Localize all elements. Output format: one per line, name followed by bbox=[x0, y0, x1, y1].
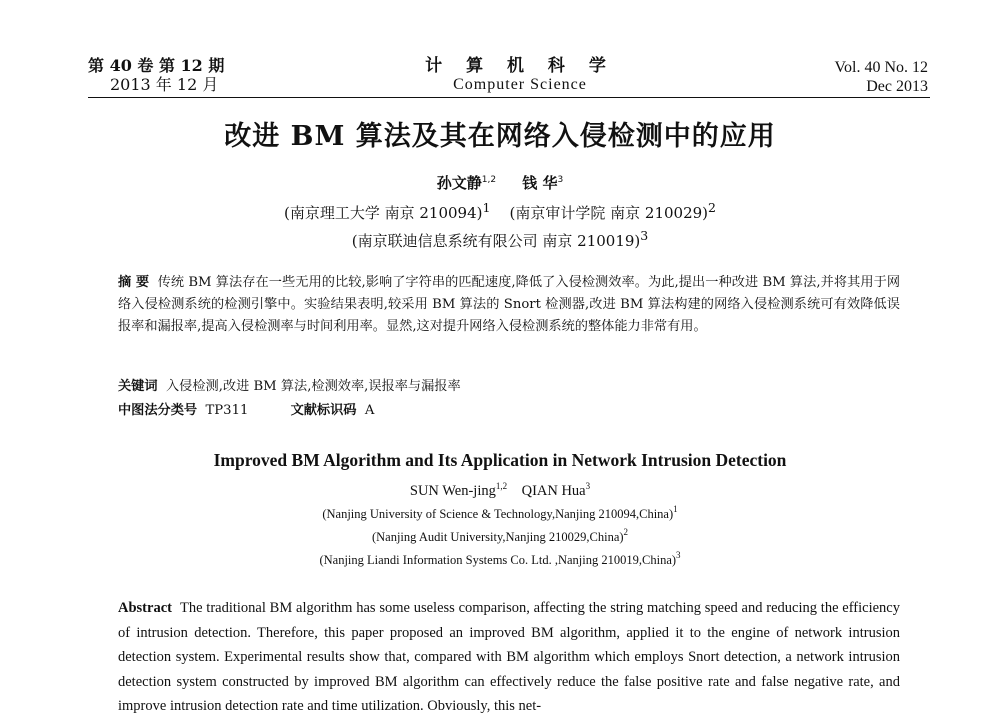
affiliation-1-cn: (南京理工大学 南京 210094) bbox=[283, 204, 483, 222]
journal-vol-block bbox=[835, 58, 929, 96]
journal-name-cn: 计 算 机 科 学 bbox=[425, 56, 615, 76]
volume-issue: 第 40 卷 第 12 期 bbox=[88, 56, 225, 75]
header-rule bbox=[88, 97, 930, 98]
affiliation-1-en: (Nanjing University of Science & Technology,Nanjing 210094,China) bbox=[322, 507, 674, 521]
author-2-cn: 钱 华 bbox=[522, 174, 558, 192]
authors-en bbox=[0, 481, 1000, 500]
abstract-en-text: The traditional BM algorithm has some useless comparison, affecting the string matching speed and reducing the efficiency of intrusion detection. Therefore, this paper proposed an improved BM algorithm, applied it to the engine of network intrusion detection system. Experimental results show that, compared with BM algorithm which employs Snort detection, a network intrusion detection system constructed by improved BM algorithm can effectively reduce the false positive rate and false negative rate, and improve intrusion detection rate and time utilization. Obviously, this net- bbox=[118, 600, 900, 714]
author-2-en: QIAN Hua bbox=[521, 483, 586, 499]
affiliations-cn-line-2 bbox=[0, 228, 1000, 251]
affiliation-1-cn-sup: 1 bbox=[482, 200, 491, 215]
journal-issue-block bbox=[88, 56, 224, 94]
publication-date-en: Dec 2013 bbox=[866, 78, 928, 95]
abstract-cn-label: 摘 要 bbox=[118, 275, 150, 290]
affiliation-2-cn: (南京审计学院 南京 210029) bbox=[509, 204, 709, 222]
affiliation-3-en: (Nanjing Liandi Information Systems Co. Ltd. ,Nanjing 210019,China) bbox=[319, 553, 677, 567]
author-1-en: SUN Wen-jing bbox=[409, 483, 496, 499]
author-1-cn-sup: 1,2 bbox=[481, 175, 497, 185]
affiliation-3-en-line bbox=[0, 550, 1000, 568]
document-code-value: A bbox=[364, 403, 375, 418]
affiliation-2-en-sup: 2 bbox=[623, 527, 629, 537]
paper-title-cn: 改进 BM 算法及其在网络入侵检测中的应用 bbox=[224, 121, 776, 152]
keywords-cn-text: 入侵检测,改进 BM 算法,检测效率,误报率与漏报率 bbox=[165, 379, 461, 394]
affiliation-1-en-sup: 1 bbox=[673, 504, 678, 514]
volume-en: Vol. 40 No. 12 bbox=[834, 59, 928, 76]
author-1-en-sup: 1,2 bbox=[495, 481, 508, 491]
document-code-label: 文献标识码 bbox=[290, 403, 357, 418]
affiliation-1-en-line bbox=[0, 504, 1000, 522]
abstract-en-label: Abstract bbox=[118, 600, 172, 616]
authors-cn bbox=[0, 172, 1000, 193]
classification-line bbox=[118, 399, 374, 418]
journal-name-en: Computer Science bbox=[453, 76, 587, 93]
affiliation-2-cn-sup: 2 bbox=[708, 200, 716, 215]
affiliation-3-cn-sup: 3 bbox=[640, 228, 649, 243]
affiliations-cn-line-1 bbox=[0, 200, 1000, 223]
affiliation-3-en-sup: 3 bbox=[676, 550, 681, 560]
affiliation-2-en-line bbox=[0, 527, 1000, 545]
author-2-en-sup: 3 bbox=[585, 481, 591, 491]
abstract-cn-text: 传统 BM 算法存在一些无用的比较,影响了字符串的匹配速度,降低了入侵检测效率。为此,提出一种改进 BM 算法,并将其用于网络入侵检测系统的检测引擎中。实验结果表明,较采用 BM 算法的 Snort 检测器,改进 BM 算法构建的网络入侵检测系统可有效降低误报率和漏报率,提高入侵检测率与时间利用率。显然,这对提升网络入侵检测系统的整体能力非常有用。 bbox=[118, 275, 901, 334]
journal-name-block bbox=[400, 56, 640, 94]
abstract-cn bbox=[118, 272, 900, 338]
publication-date-cn: 2013 年 12 月 bbox=[110, 75, 219, 94]
abstract-en bbox=[118, 596, 900, 719]
affiliation-2-en: (Nanjing Audit University,Nanjing 210029,China) bbox=[371, 530, 624, 544]
author-1-cn: 孙文静 bbox=[436, 174, 482, 192]
keywords-cn bbox=[118, 375, 461, 394]
paper-title-en: Improved BM Algorithm and Its Application in Network Intrusion Detection bbox=[213, 450, 787, 470]
classification-value: TP311 bbox=[205, 403, 249, 418]
keywords-cn-label: 关键词 bbox=[118, 379, 158, 394]
affiliation-3-cn: (南京联迪信息系统有限公司 南京 210019) bbox=[351, 232, 641, 250]
classification-label: 中图法分类号 bbox=[118, 403, 198, 418]
author-2-cn-sup: 3 bbox=[557, 175, 564, 185]
